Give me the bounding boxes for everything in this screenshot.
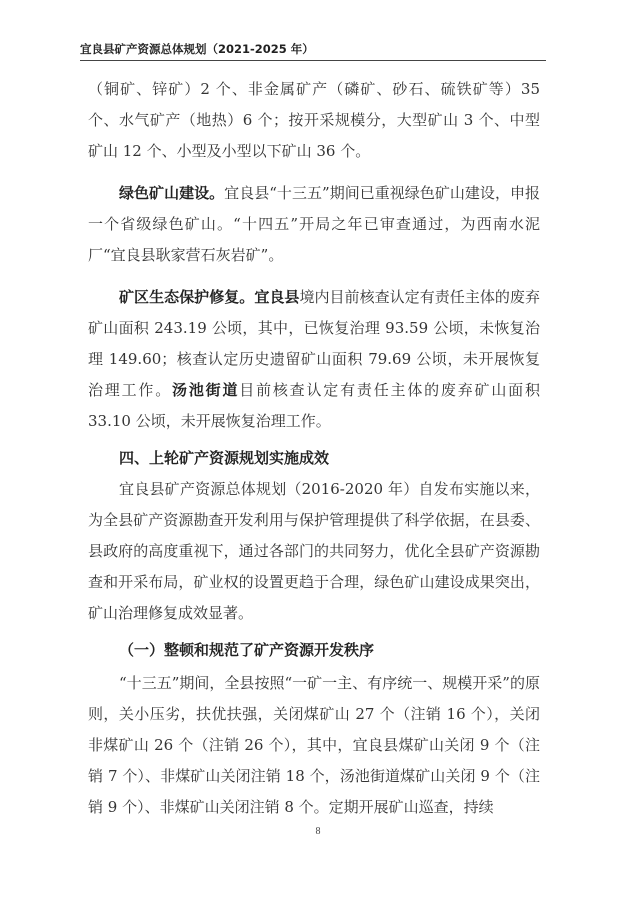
header-divider bbox=[80, 60, 546, 61]
yiliang-lead: 宜良县 bbox=[254, 288, 300, 306]
paragraph-mining-order: “十三五”期间，全县按照“一矿一主、有序统一、规模开采”的原则，关小压劣，扶优扶强，关闭煤矿山 27 个（注销 16 个），关闭非煤矿山 26 个（注销 26 个），其中，宜良县煤矿山关闭 9 个（注销 7 个）、非煤矿山关闭注销 18 个，汤池街道煤矿山关闭 9 个（注销 9 个）、非煤矿山关闭注销 8 个。定期开展矿山巡查，持续 bbox=[88, 674, 540, 816]
section-heading-4: 四、上轮矿产资源规划实施成效 bbox=[119, 449, 330, 467]
green-mine-text: 宜良县“十三五”期间已重视绿色矿山建设，申报一个省级绿色矿山。“十四五”开局之年已审查通过，为西南水泥厂“宜良县耿家营石灰岩矿”。 bbox=[88, 184, 540, 264]
yiliang-text: 境内目前核查认定有责任主体的废弃矿山面积 243.19 公顷，其中，已恢复治理 93.59 公顷，未恢复治理 149.60；核查认定历史遗留矿山面积 79.69 公顷，未开展恢复治理工作。 bbox=[88, 288, 540, 399]
paragraph-eco-restoration bbox=[88, 282, 540, 437]
eco-restoration-lead: 矿区生态保护修复。 bbox=[119, 288, 255, 306]
paragraph-plan-effects: 宜良县矿产资源总体规划（2016-2020 年）自发布实施以来，为全县矿产资源勘查开发利用与保护管理提供了科学依据，在县委、县政府的高度重视下，通过各部门的共同努力，优化全县矿产资源勘查和开采布局，矿业权的设置更趋于合理，绿色矿山建设成果突出，矿山治理修复成效显著。 bbox=[88, 480, 540, 622]
green-mine-lead: 绿色矿山建设。 bbox=[119, 184, 225, 202]
paragraph-green-mine bbox=[88, 178, 540, 271]
tangchi-lead: 汤池街道 bbox=[172, 381, 240, 399]
paragraph-mineral-counts: （铜矿、锌矿）2 个、非金属矿产（磷矿、砂石、硫铁矿等）35 个、水气矿产（地热）6 个；按开采规模分，大型矿山 3 个、中型矿山 12 个、小型及小型以下矿山 36 个。 bbox=[88, 80, 540, 160]
subsection-heading-1: （一）整顿和规范了矿产资源开发秩序 bbox=[119, 641, 375, 659]
tangchi-text: 目前核查认定有责任主体的废弃矿山面积 33.10 公顷，未开展恢复治理工作。 bbox=[88, 381, 540, 430]
running-header: 宜良县矿产资源总体规划（2021-2025 年） bbox=[80, 42, 314, 56]
page-number: 8 bbox=[315, 826, 321, 837]
page-body bbox=[88, 74, 540, 823]
